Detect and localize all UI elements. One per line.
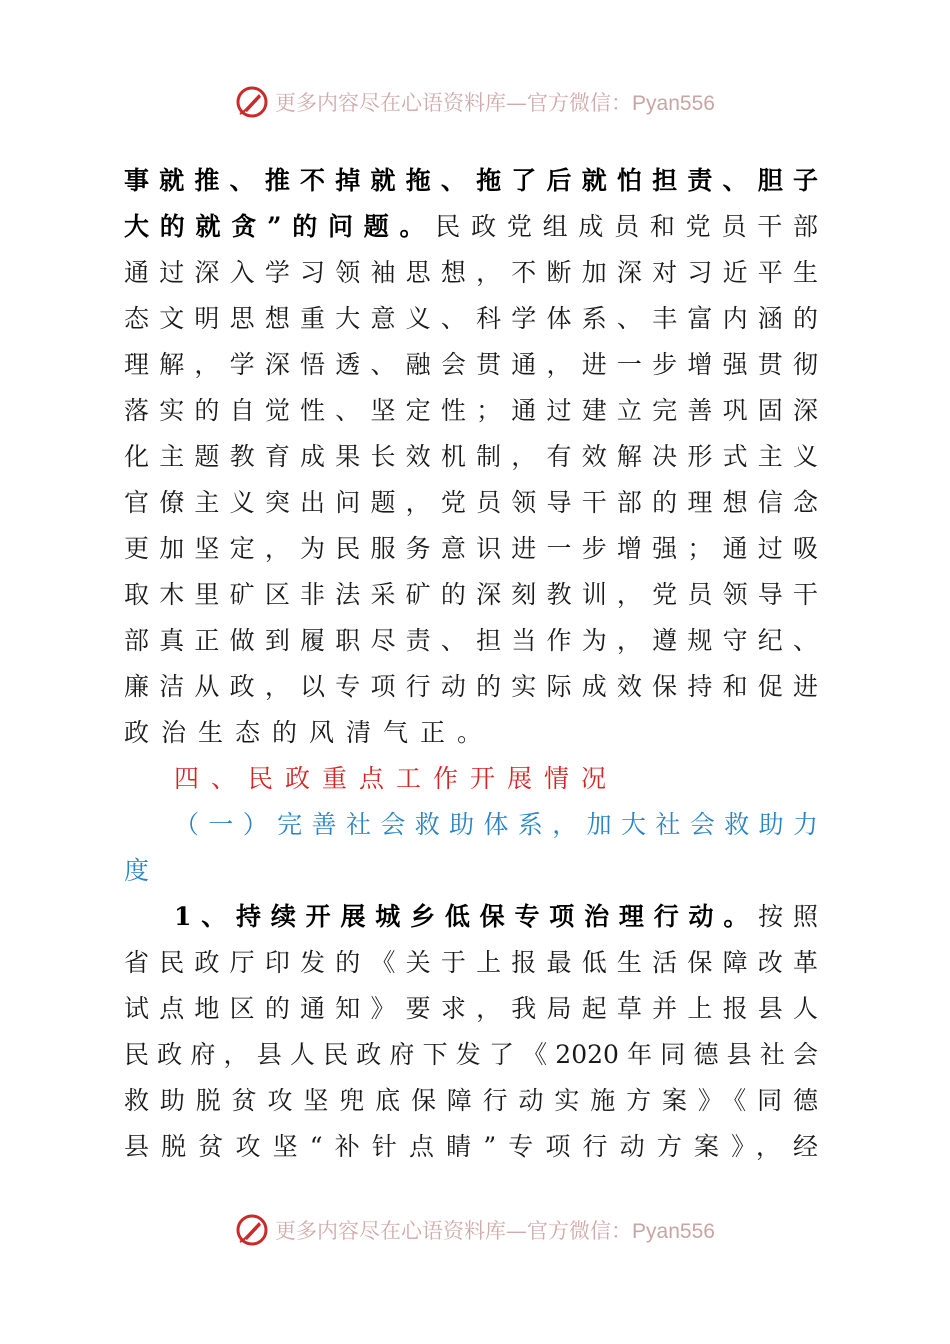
text-line: 省民政厅印发的《关于上报最低生活保障改革	[124, 948, 818, 977]
section-heading: 四、民政重点工作开展情况	[174, 764, 619, 793]
subsection-heading-continued: 度	[124, 856, 150, 885]
text-line: 通过深入学习领袖思想，不断加深对习近平生	[124, 258, 818, 287]
text-line: 取木里矿区非法采矿的深刻教训，党员领导干	[124, 580, 818, 609]
document-body	[124, 158, 818, 1170]
text-line: 态文明思想重大意义、科学体系、丰富内涵的	[124, 304, 818, 333]
quill-logo-icon	[235, 1213, 269, 1247]
watermark-text: 更多内容尽在心语资料库—官方微信：Pyan556	[275, 91, 715, 115]
watermark-banner-top	[0, 80, 950, 124]
text-line: 事就推、推不掉就拖、拖了后就怕担责、胆子	[124, 166, 818, 195]
text-line: 化主题教育成果长效机制，有效解决形式主义	[124, 442, 818, 471]
quill-logo-icon	[235, 85, 269, 119]
watermark-banner-bottom	[0, 1208, 950, 1252]
text-line: 政治生态的风清气正。	[124, 718, 495, 747]
text-line: 理解，学深悟透、融会贯通，进一步增强贯彻	[124, 350, 818, 379]
watermark-text: 更多内容尽在心语资料库—官方微信：Pyan556	[275, 1219, 715, 1243]
text-line: 更加坚定，为民服务意识进一步增强；通过吸	[124, 534, 818, 563]
text-line: 部真正做到履职尽责、担当作为，遵规守纪、	[124, 626, 818, 655]
subsection-heading: （一）完善社会救助体系，加大社会救助力	[174, 810, 818, 839]
text-line: 县脱贫攻坚“补针点睛”专项行动方案》，经	[124, 1132, 818, 1161]
text-line: 落实的自觉性、坚定性；通过建立完善巩固深	[124, 396, 818, 425]
text-line: 廉洁从政，以专项行动的实际成效保持和促进	[124, 672, 818, 701]
text-line: 官僚主义突出问题，党员领导干部的理想信念	[124, 488, 818, 517]
text-line: 试点地区的通知》要求，我局起草并上报县人	[124, 994, 818, 1023]
text-line: 1、持续开展城乡低保专项治理行动。按照	[174, 902, 818, 931]
text-line: 民政府，县人民政府下发了《2020年同德县社会	[124, 1040, 818, 1069]
text-line: 大的就贪”的问题。民政党组成员和党员干部	[124, 212, 818, 241]
text-line: 救助脱贫攻坚兜底保障行动实施方案》《同德	[124, 1086, 818, 1115]
